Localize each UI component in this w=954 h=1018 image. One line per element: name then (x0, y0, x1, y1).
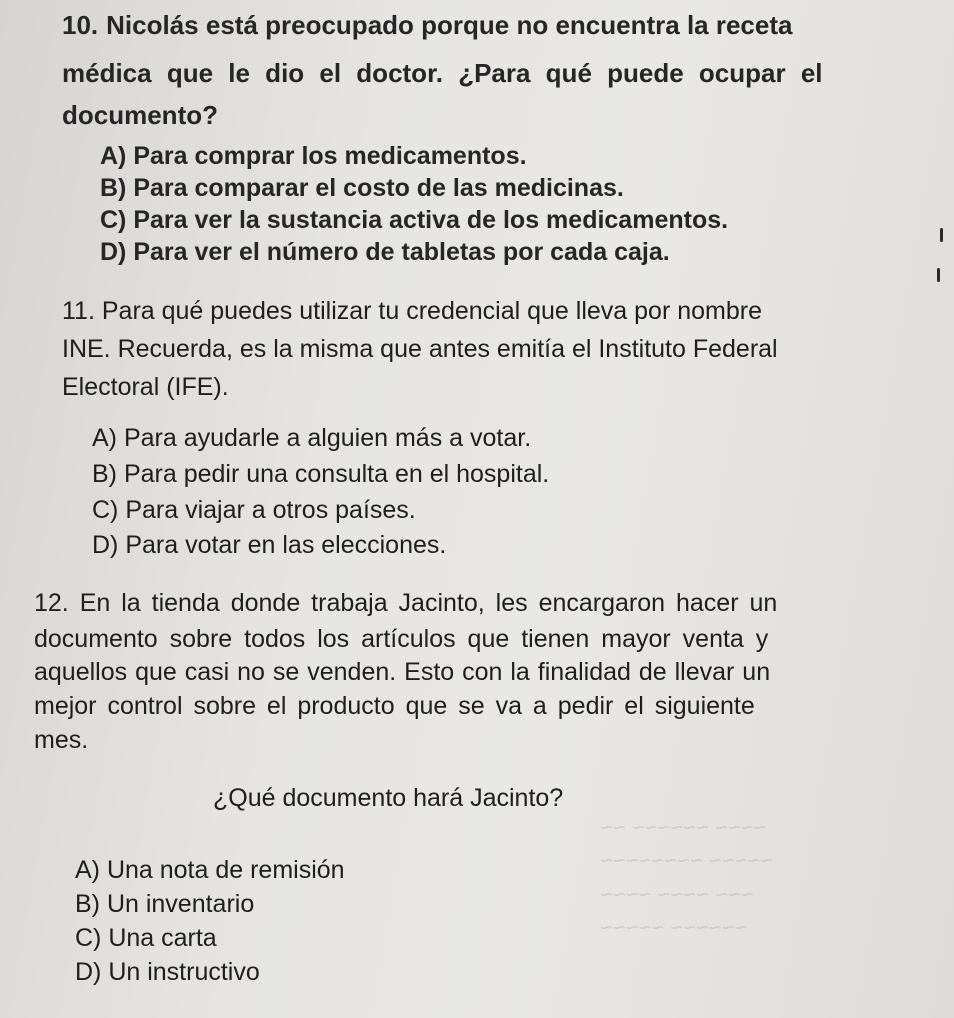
question-12-stem-line-1 (34, 591, 914, 616)
question-10-option-b: B) Para comparar el costo de las medicinas. (100, 174, 624, 202)
question-10-option-d: D) Para ver el número de tabletas por cada caja. (100, 238, 670, 266)
reverse-side-bleed: ~~~~~~ ~~~~~ (600, 915, 748, 940)
question-12-prompt: ¿Qué documento hará Jacinto? (213, 784, 564, 812)
question-12-stem-line-5: mes. (34, 726, 89, 754)
question-11-stem-line-3: Electoral (IFE). (62, 373, 229, 401)
question-10-option-a: A) Para comprar los medicamentos. (100, 142, 527, 170)
question-12-option-d: D) Un instructivo (75, 958, 260, 986)
question-11-option-d: D) Para votar en las elecciones. (92, 531, 447, 559)
question-10-stem-line-2: médica que le dio el doctor. ¿Para qué puede ocupar el (62, 58, 823, 88)
margin-mark (940, 228, 943, 242)
stem-text: Nicolás está preocupado porque no encuentra la receta (106, 10, 793, 40)
question-12-stem-line-3: aquellos que casi no se venden. Esto con la finalidad de llevar un (34, 658, 771, 686)
question-number: 11. (62, 297, 95, 325)
question-12-option-c: C) Una carta (75, 924, 217, 952)
question-12-option-b: B) Un inventario (75, 890, 255, 918)
stem-text: En la tienda donde trabaja Jacinto, les encargaron hacer un (79, 589, 778, 617)
question-11-option-b: B) Para pedir una consulta en el hospital. (92, 460, 550, 488)
question-12-stem-line-2: documento sobre todos los artículos que tienen mayor venta y (34, 625, 769, 653)
reverse-side-bleed: ~~~ ~~~~ ~~~~ (600, 882, 754, 907)
question-12-option-a: A) Una nota de remisión (75, 856, 345, 884)
question-number: 12. (34, 589, 69, 617)
question-11-stem-line-1 (62, 299, 762, 324)
question-12-stem-line-4: mejor control sobre el producto que se va a pedir el siguiente (34, 692, 755, 720)
reverse-side-bleed: ~~~~ ~~~~~~ ~~ (600, 815, 767, 840)
question-10-stem-line-3: documento? (62, 100, 218, 130)
question-11-option-c: C) Para viajar a otros países. (92, 496, 416, 524)
question-11-option-a: A) Para ayudarle a alguien más a votar. (92, 424, 532, 452)
stem-text: Para qué puedes utilizar tu credencial que lleva por nombre (101, 297, 762, 325)
reverse-side-bleed: ~~~~~ ~~~~~~~~ (600, 848, 774, 873)
question-10-stem-line-1 (62, 12, 944, 38)
question-number: 10. (62, 10, 99, 40)
margin-mark (937, 268, 940, 282)
question-11-stem-line-2: INE. Recuerda, es la misma que antes emitía el Instituto Federal (62, 335, 778, 363)
question-10-option-c: C) Para ver la sustancia activa de los medicamentos. (100, 206, 729, 234)
